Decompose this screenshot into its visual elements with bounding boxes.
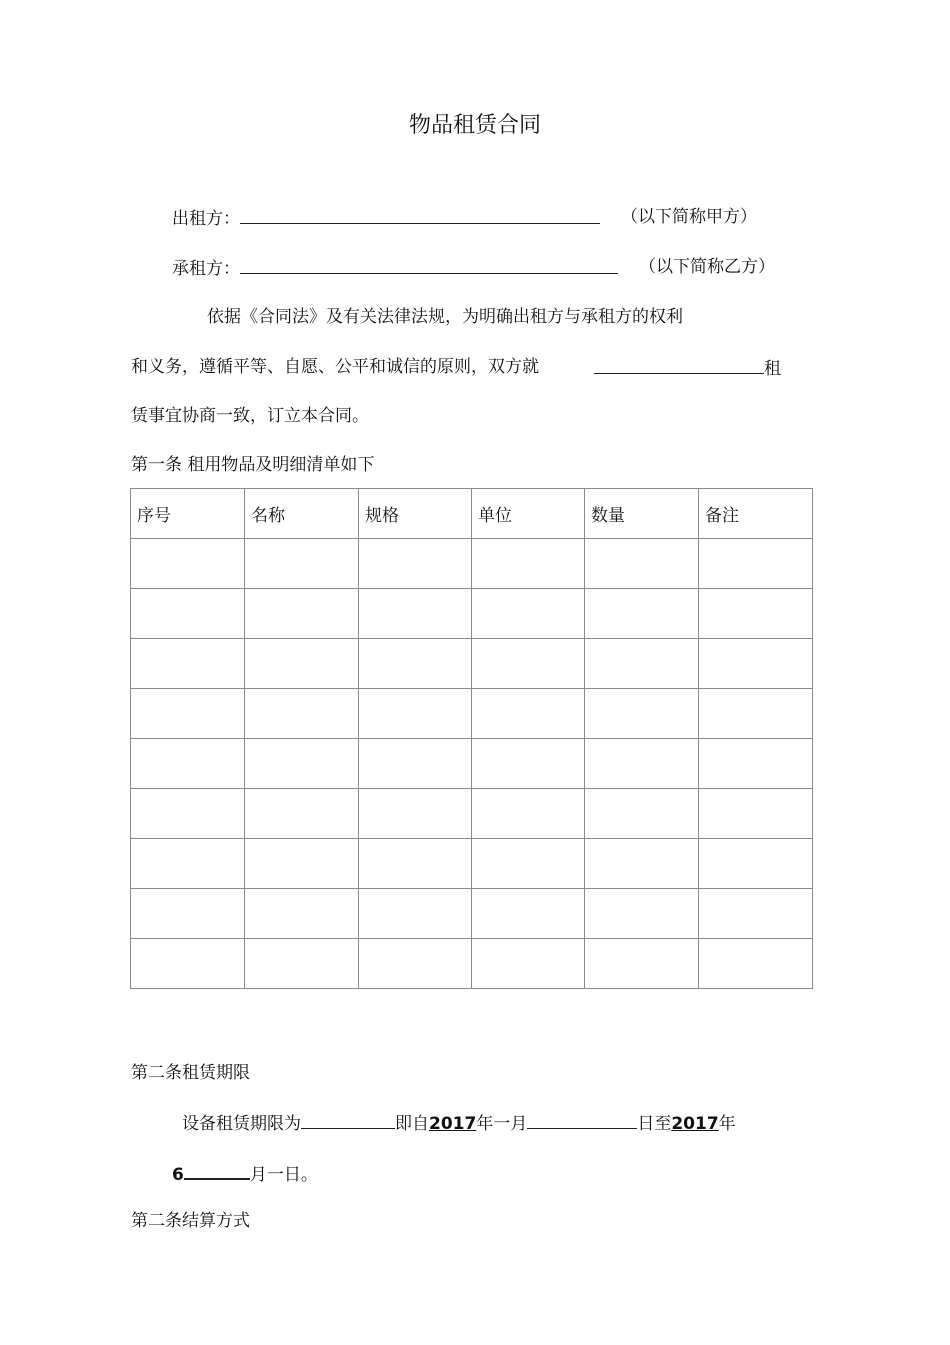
items-table (130, 488, 813, 989)
table-cell (245, 539, 359, 589)
table-cell (585, 639, 699, 689)
table-cell (245, 839, 359, 889)
start-day-blank (527, 1110, 637, 1129)
table-cell (585, 789, 699, 839)
table-cell (472, 539, 585, 589)
table-cell (359, 789, 472, 839)
table-cell (245, 689, 359, 739)
lessor-blank (240, 205, 600, 224)
start-year: 2017 (429, 1114, 477, 1134)
table-row (131, 839, 813, 889)
table-row (131, 889, 813, 939)
lessee-line (172, 255, 618, 281)
table-cell (359, 689, 472, 739)
lessee-label: 承租方： (172, 259, 240, 279)
table-row (131, 689, 813, 739)
term-line-1 (182, 1110, 736, 1136)
table-cell (585, 889, 699, 939)
table-cell (131, 789, 245, 839)
lessor-label: 出租方： (172, 209, 240, 229)
table-cell (699, 789, 813, 839)
table-cell (699, 839, 813, 889)
table-cell (472, 739, 585, 789)
table-cell (359, 839, 472, 889)
table-cell (472, 689, 585, 739)
end-month-blank (184, 1160, 250, 1180)
table-cell (585, 689, 699, 739)
table-cell (245, 789, 359, 839)
table-row (131, 539, 813, 589)
table-cell (472, 639, 585, 689)
table-cell (472, 839, 585, 889)
table-cell (699, 689, 813, 739)
term-text-2: 即自 (395, 1114, 429, 1134)
lessor-note: （以下简称甲方） (621, 207, 757, 227)
term-duration-blank (301, 1110, 395, 1129)
table-cell (472, 789, 585, 839)
document-title: 物品租赁合同 (408, 113, 541, 138)
table-cell (585, 539, 699, 589)
table-cell (131, 939, 245, 989)
table-cell (585, 839, 699, 889)
table-cell (131, 739, 245, 789)
table-cell (359, 889, 472, 939)
term-text-1: 设备租赁期限为 (182, 1114, 301, 1134)
table-cell (245, 639, 359, 689)
column-header: 名称 (245, 489, 359, 539)
term-text-4: 日至 (637, 1114, 672, 1134)
end-year: 2017 (671, 1114, 719, 1134)
table-cell (131, 589, 245, 639)
end-month: 6 (172, 1165, 184, 1185)
table-row (131, 789, 813, 839)
subject-blank (594, 355, 764, 374)
article-1-heading: 第一条 租用物品及明细清单如下 (131, 455, 375, 475)
table-row (131, 589, 813, 639)
table-cell (245, 889, 359, 939)
preamble-line-3: 赁事宜协商一致，订立本合同。 (131, 406, 369, 426)
table-row (131, 939, 813, 989)
article-3-heading: 第二条结算方式 (131, 1211, 250, 1231)
table-cell (245, 939, 359, 989)
table-cell (359, 939, 472, 989)
lessor-line (172, 205, 600, 231)
table-cell (245, 739, 359, 789)
table-cell (699, 539, 813, 589)
table-cell (585, 939, 699, 989)
term-text-6: 月一日。 (249, 1165, 318, 1185)
table-cell (131, 889, 245, 939)
column-header: 备注 (699, 489, 813, 539)
table-row (131, 739, 813, 789)
preamble-line-1: 依据《合同法》及有关法律法规，为明确出租方与承租方的权利 (207, 307, 683, 327)
table-cell (699, 889, 813, 939)
table-cell (472, 889, 585, 939)
table-cell (359, 539, 472, 589)
lessee-note: （以下简称乙方） (639, 257, 775, 277)
table-header-row (131, 489, 813, 539)
table-cell (131, 839, 245, 889)
table-cell (472, 939, 585, 989)
column-header: 数量 (585, 489, 699, 539)
table-cell (359, 589, 472, 639)
table-cell (699, 639, 813, 689)
table-row (131, 639, 813, 689)
preamble-line-2-blank-group (594, 355, 781, 381)
lessee-blank (240, 255, 618, 274)
table-cell (699, 589, 813, 639)
table-cell (245, 589, 359, 639)
table-cell (699, 739, 813, 789)
term-text-5: 年 (718, 1114, 736, 1134)
column-header: 序号 (131, 489, 245, 539)
table-cell (359, 639, 472, 689)
table-cell (585, 589, 699, 639)
preamble-line-2 (131, 355, 539, 379)
column-header: 规格 (359, 489, 472, 539)
column-header: 单位 (472, 489, 585, 539)
table-cell (359, 739, 472, 789)
table-cell (131, 539, 245, 589)
article-2-heading: 第二条租赁期限 (131, 1063, 250, 1083)
term-text-3: 年一月 (476, 1114, 528, 1134)
table-cell (131, 639, 245, 689)
preamble-line-2-end: 租 (764, 359, 781, 379)
table-cell (699, 939, 813, 989)
table-cell (131, 689, 245, 739)
preamble-line-2-text: 和义务，遵循平等、自愿、公平和诚信的原则，双方就 (131, 357, 539, 377)
term-line-2 (172, 1160, 318, 1187)
table-cell (472, 589, 585, 639)
table-cell (585, 739, 699, 789)
